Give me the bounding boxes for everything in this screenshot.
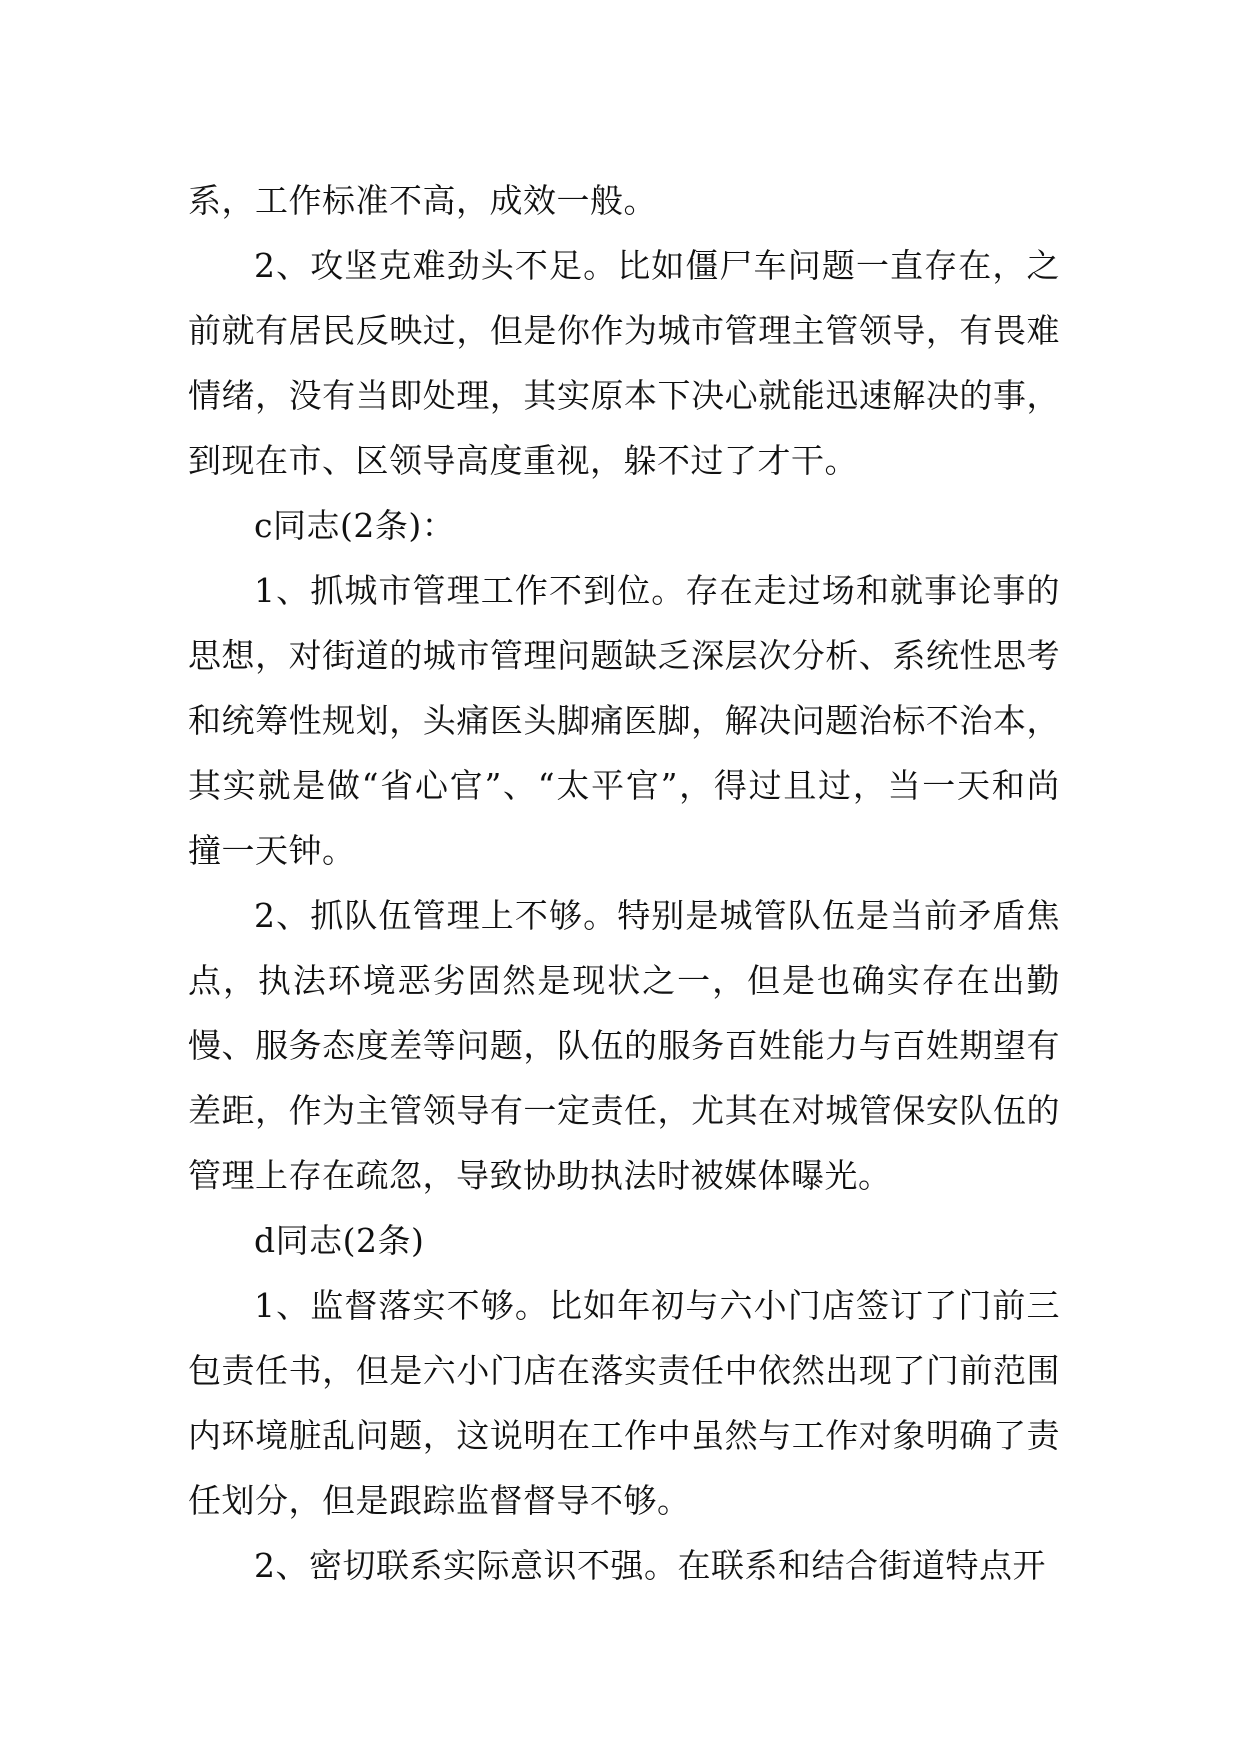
paragraph-c-item-2: 2、抓队伍管理上不够。特别是城管队伍是当前矛盾焦点，执法环境恶劣固然是现状之一，但是也确实存在出勤慢、服务态度差等问题，队伍的服务百姓能力与百姓期望有差距，作为主管领导有一定责任，尤其在对城管保安队伍的管理上存在疏忽，导致协助执法时被媒体曝光。 [188,896,1060,1195]
paragraph-continuation: 系，工作标准不高，成效一般。 [188,181,657,220]
section-heading-c: c同志(2条)： [254,506,456,545]
document-body [188,168,1060,1598]
paragraph-d-item-1: 1、监督落实不够。比如年初与六小门店签订了门前三包责任书，但是六小门店在落实责任中依然出现了门前范围内环境脏乱问题，这说明在工作中虽然与工作对象明确了责任划分，但是跟踪监督督导不够。 [188,1286,1060,1520]
paragraph-c-item-1: 1、抓城市管理工作不到位。存在走过场和就事论事的思想，对街道的城市管理问题缺乏深层次分析、系统性思考和统筹性规划，头痛医头脚痛医脚，解决问题治标不治本，其实就是做“省心官”、“太平官”，得过且过，当一天和尚撞一天钟。 [188,571,1060,870]
paragraph-d-item-2: 2、密切联系实际意识不强。在联系和结合街道特点开 [254,1546,1046,1585]
section-heading-d: d同志(2条) [254,1221,425,1260]
paragraph-b-item-2: 2、攻坚克难劲头不足。比如僵尸车问题一直存在，之前就有居民反映过，但是你作为城市管理主管领导，有畏难情绪，没有当即处理，其实原本下决心就能迅速解决的事，到现在市、区领导高度重视，躲不过了才干。 [188,246,1060,480]
